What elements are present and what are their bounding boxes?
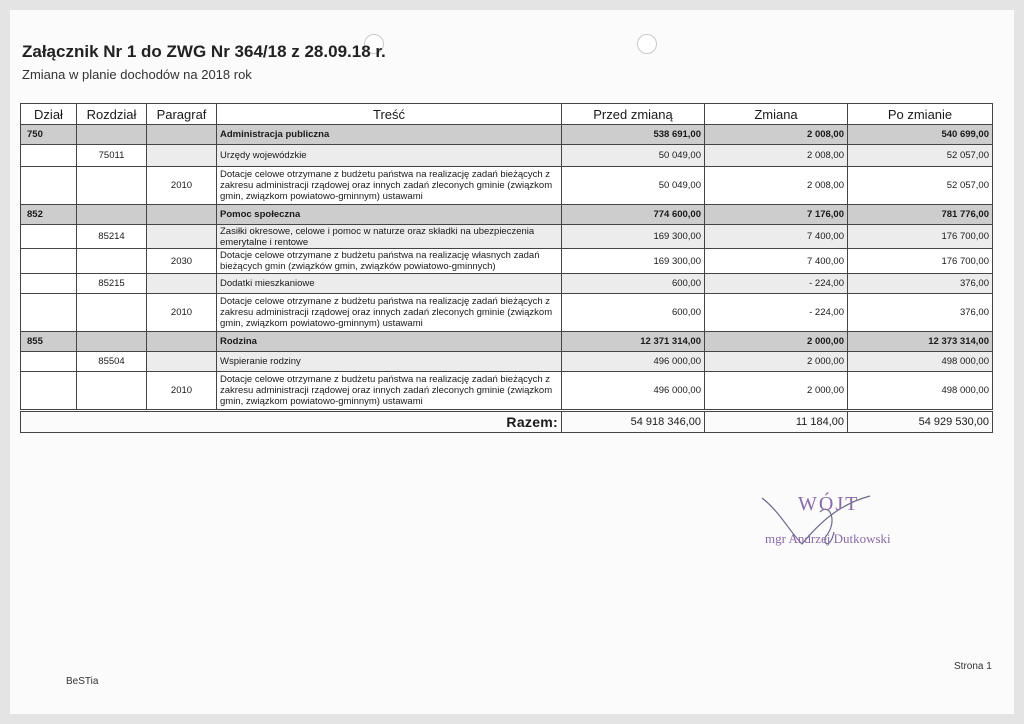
- cell-po: 52 057,00: [848, 145, 993, 167]
- cell-zmiana: 2 000,00: [705, 372, 848, 410]
- cell-rozdzial: 85504: [77, 352, 147, 372]
- cell-po: 52 057,00: [848, 167, 993, 205]
- total-po: 54 929 530,00: [848, 412, 993, 433]
- cell-przed: 600,00: [562, 274, 705, 294]
- cell-tresc: Dodatki mieszkaniowe: [217, 274, 562, 294]
- cell-tresc: Wspieranie rodziny: [217, 352, 562, 372]
- table-row: [21, 332, 993, 352]
- cell-paragraf: [147, 205, 217, 225]
- cell-zmiana: 2 000,00: [705, 332, 848, 352]
- cell-dzial: [21, 249, 77, 274]
- income-change-table: [20, 103, 993, 410]
- cell-po: 12 373 314,00: [848, 332, 993, 352]
- cell-przed: 496 000,00: [562, 372, 705, 410]
- table-row: [21, 274, 993, 294]
- cell-tresc: Dotacje celowe otrzymane z budżetu państwa na realizację zadań bieżących z zakresu administracji rządowej oraz innych zadań zleconych gminie (związkom gmin, związkom powiatowo-gminnym) ustawami: [217, 294, 562, 332]
- table-row: [21, 205, 993, 225]
- total-zmiana: 11 184,00: [705, 412, 848, 433]
- cell-tresc: Rodzina: [217, 332, 562, 352]
- stamp-name: mgr Andrzej Dutkowski: [765, 531, 891, 546]
- cell-tresc: Dotacje celowe otrzymane z budżetu państwa na realizację zadań bieżących z zakresu administracji rządowej oraz innych zadań zleconych gminie (związkom gmin, związkom powiatowo-gminnym) ustawami: [217, 372, 562, 410]
- cell-zmiana: 2 008,00: [705, 125, 848, 145]
- table-row: [21, 372, 993, 410]
- cell-paragraf: [147, 274, 217, 294]
- cell-tresc: Pomoc społeczna: [217, 205, 562, 225]
- cell-tresc: Administracja publiczna: [217, 125, 562, 145]
- cell-zmiana: 2 008,00: [705, 145, 848, 167]
- cell-przed: 12 371 314,00: [562, 332, 705, 352]
- table-row: [21, 167, 993, 205]
- cell-rozdzial: [77, 167, 147, 205]
- cell-po: 540 699,00: [848, 125, 993, 145]
- document-subtitle: Zmiana w planie dochodów na 2018 rok: [22, 67, 252, 82]
- cell-rozdzial: [77, 125, 147, 145]
- cell-rozdzial: [77, 249, 147, 274]
- table-row: [21, 352, 993, 372]
- cell-dzial: [21, 167, 77, 205]
- col-header-zmiana: Zmiana: [705, 104, 848, 125]
- total-table: [20, 411, 993, 433]
- cell-tresc: Zasiłki okresowe, celowe i pomoc w naturze oraz składki na ubezpieczenia emerytalne i rentowe: [217, 225, 562, 249]
- cell-po: 176 700,00: [848, 249, 993, 274]
- cell-zmiana: - 224,00: [705, 294, 848, 332]
- punch-hole: [637, 34, 657, 54]
- cell-paragraf: 2010: [147, 167, 217, 205]
- cell-przed: 169 300,00: [562, 225, 705, 249]
- col-header-po: Po zmianie: [848, 104, 993, 125]
- cell-paragraf: [147, 125, 217, 145]
- col-header-dzial: Dział: [21, 104, 77, 125]
- cell-rozdzial: [77, 332, 147, 352]
- cell-przed: 169 300,00: [562, 249, 705, 274]
- cell-po: 498 000,00: [848, 352, 993, 372]
- cell-przed: 50 049,00: [562, 145, 705, 167]
- cell-paragraf: 2010: [147, 372, 217, 410]
- cell-paragraf: 2010: [147, 294, 217, 332]
- cell-po: 376,00: [848, 294, 993, 332]
- cell-paragraf: [147, 225, 217, 249]
- cell-dzial: 750: [21, 125, 77, 145]
- col-header-przed: Przed zmianą: [562, 104, 705, 125]
- footer-software: BeSTia: [66, 676, 99, 687]
- cell-rozdzial: [77, 294, 147, 332]
- total-przed: 54 918 346,00: [562, 412, 705, 433]
- cell-po: 781 776,00: [848, 205, 993, 225]
- cell-rozdzial: 85214: [77, 225, 147, 249]
- cell-po: 376,00: [848, 274, 993, 294]
- col-header-rozdzial: Rozdział: [77, 104, 147, 125]
- total-label: Razem:: [21, 412, 562, 433]
- cell-paragraf: [147, 352, 217, 372]
- cell-przed: 600,00: [562, 294, 705, 332]
- cell-dzial: [21, 372, 77, 410]
- table-row: [21, 225, 993, 249]
- cell-przed: 538 691,00: [562, 125, 705, 145]
- cell-po: 498 000,00: [848, 372, 993, 410]
- cell-zmiana: 7 176,00: [705, 205, 848, 225]
- table-row: [21, 294, 993, 332]
- cell-zmiana: - 224,00: [705, 274, 848, 294]
- cell-zmiana: 2 000,00: [705, 352, 848, 372]
- cell-rozdzial: [77, 372, 147, 410]
- cell-dzial: [21, 352, 77, 372]
- cell-rozdzial: [77, 205, 147, 225]
- cell-dzial: [21, 294, 77, 332]
- cell-paragraf: [147, 145, 217, 167]
- footer-page-number: Strona 1: [954, 661, 992, 672]
- cell-tresc: Urzędy wojewódzkie: [217, 145, 562, 167]
- cell-zmiana: 7 400,00: [705, 225, 848, 249]
- cell-przed: 50 049,00: [562, 167, 705, 205]
- document-title: Załącznik Nr 1 do ZWG Nr 364/18 z 28.09.18 r.: [22, 42, 386, 61]
- cell-rozdzial: 85215: [77, 274, 147, 294]
- cell-tresc: Dotacje celowe otrzymane z budżetu państwa na realizację własnych zadań bieżących gmin (związków gmin, związków powiatowo-gminnych): [217, 249, 562, 274]
- stamp-office: WÓJT: [798, 493, 860, 515]
- cell-paragraf: [147, 332, 217, 352]
- table-row: [21, 249, 993, 274]
- cell-dzial: [21, 225, 77, 249]
- table-row: [21, 145, 993, 167]
- cell-dzial: [21, 274, 77, 294]
- cell-rozdzial: 75011: [77, 145, 147, 167]
- cell-zmiana: 7 400,00: [705, 249, 848, 274]
- total-row: [21, 412, 993, 433]
- col-header-tresc: Treść: [217, 104, 562, 125]
- cell-dzial: 855: [21, 332, 77, 352]
- cell-przed: 496 000,00: [562, 352, 705, 372]
- col-header-paragraf: Paragraf: [147, 104, 217, 125]
- cell-dzial: 852: [21, 205, 77, 225]
- cell-przed: 774 600,00: [562, 205, 705, 225]
- cell-po: 176 700,00: [848, 225, 993, 249]
- cell-paragraf: 2030: [147, 249, 217, 274]
- cell-zmiana: 2 008,00: [705, 167, 848, 205]
- table-header-row: [21, 104, 993, 125]
- table-row: [21, 125, 993, 145]
- cell-dzial: [21, 145, 77, 167]
- cell-tresc: Dotacje celowe otrzymane z budżetu państwa na realizację zadań bieżących z zakresu administracji rządowej oraz innych zadań zleconych gminie (związkom gmin, związkom powiatowo-gminnym) ustawami: [217, 167, 562, 205]
